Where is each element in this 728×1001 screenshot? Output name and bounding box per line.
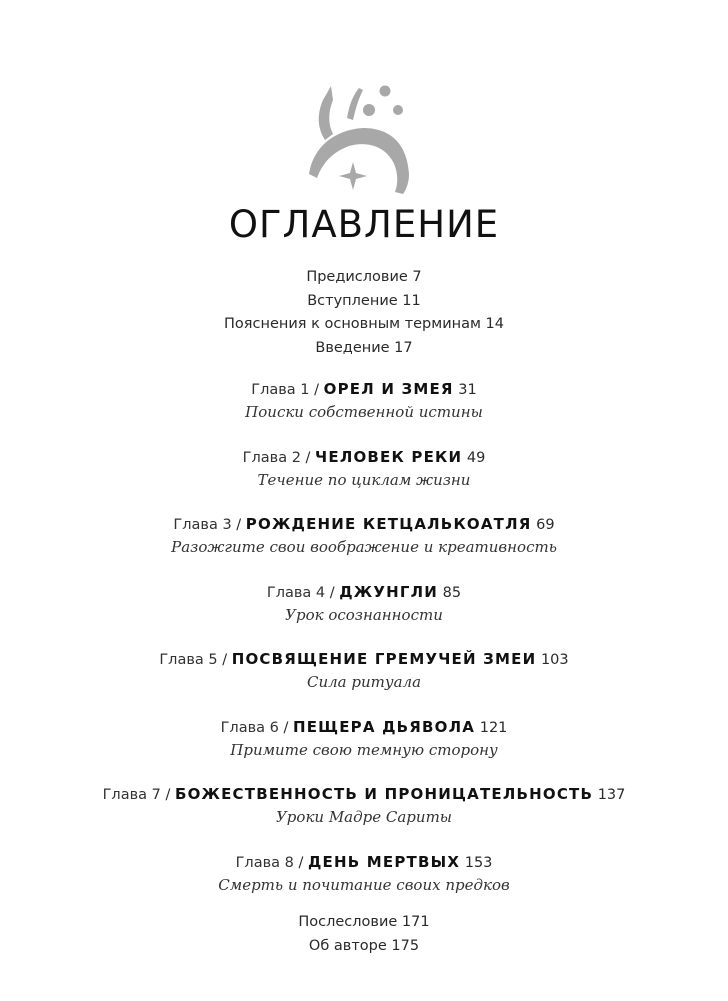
toc-entry[interactable] <box>0 313 728 337</box>
separator: / <box>283 719 289 736</box>
entry-title: Введение <box>315 339 390 356</box>
separator: / <box>329 584 335 601</box>
separator: / <box>305 449 311 466</box>
chapter-title: ЧЕЛОВЕК РЕКИ <box>315 447 463 466</box>
page-number: 121 <box>479 719 508 736</box>
entry-title: Предисловие <box>306 269 408 285</box>
chapter-title: РОЖДЕНИЕ КЕТЦАЛЬКОАТЛЯ <box>245 515 532 533</box>
toc-entry[interactable] <box>0 266 728 290</box>
entry-title: Пояснения к основным терминам <box>224 316 481 332</box>
page-number: 11 <box>402 292 421 309</box>
entry-title: Об авторе <box>308 938 387 954</box>
separator: / <box>165 787 171 803</box>
page-number: 85 <box>442 584 462 601</box>
page-number: 49 <box>466 449 486 466</box>
entry-title: Послесловие <box>298 914 398 930</box>
back-matter-list <box>0 910 728 958</box>
chapter-entry[interactable] <box>0 716 728 784</box>
chapter-subtitle: Урок осознанности <box>285 605 443 624</box>
chapter-label: Глава 4 <box>266 584 326 601</box>
chapter-entry[interactable] <box>0 581 728 649</box>
page-number: 14 <box>485 316 504 332</box>
chapter-title: ПЕЩЕРА ДЬЯВОЛА <box>292 717 476 736</box>
separator: / <box>314 382 320 398</box>
chapter-subtitle: Разожгите свои воображение и креативность <box>171 538 557 556</box>
separator: / <box>236 517 242 533</box>
chapter-label: Глава 6 <box>220 719 279 736</box>
chapter-label: Глава 2 <box>242 449 301 466</box>
page-number: 103 <box>540 652 569 668</box>
chapter-subtitle: Уроки Мадре Сариты <box>275 808 453 826</box>
toc-entry[interactable] <box>0 910 728 934</box>
chapter-subtitle: Примите свою темную сторону <box>230 740 498 759</box>
toc-entry[interactable] <box>0 934 728 958</box>
chapter-label: Глава 7 <box>102 787 161 803</box>
separator: / <box>222 652 228 668</box>
page-number: 153 <box>464 854 493 871</box>
toc-entry[interactable] <box>0 337 728 361</box>
page-number: 175 <box>391 938 420 954</box>
chapter-subtitle: Течение по циклам жизни <box>257 470 471 489</box>
page-number: 7 <box>412 269 422 285</box>
chapter-title: ОРЕЛ И ЗМЕЯ <box>323 380 454 398</box>
page-number: 31 <box>458 382 477 398</box>
chapter-subtitle: Поиски собственной истины <box>245 403 483 421</box>
decorative-ornament-icon <box>303 78 423 198</box>
chapter-label: Глава 1 <box>251 382 310 398</box>
chapter-label: Глава 8 <box>235 854 294 871</box>
entry-title: Вступление <box>307 292 398 309</box>
chapter-entry[interactable] <box>0 513 728 581</box>
chapter-entry[interactable] <box>0 378 728 446</box>
chapter-list <box>0 378 728 918</box>
page-number: 69 <box>536 517 555 533</box>
toc-entry[interactable] <box>0 290 728 314</box>
chapter-title: ПОСВЯЩЕНИЕ ГРЕМУЧЕЙ ЗМЕИ <box>231 650 537 668</box>
chapter-label: Глава 3 <box>173 517 232 533</box>
chapter-entry[interactable] <box>0 851 728 919</box>
front-matter-list <box>0 266 728 360</box>
chapter-title: БОЖЕСТВЕННОСТЬ И ПРОНИЦАТЕЛЬНОСТЬ <box>174 785 594 803</box>
page-number: 17 <box>394 339 413 356</box>
page-number: 171 <box>401 914 430 930</box>
chapter-title: ДЖУНГЛИ <box>339 582 439 601</box>
page-number: 137 <box>597 787 626 803</box>
chapter-subtitle: Смерть и почитание своих предков <box>218 875 510 894</box>
page-title: ОГЛАВЛЕНИЕ <box>228 203 500 246</box>
chapter-entry[interactable] <box>0 446 728 514</box>
chapter-entry[interactable] <box>0 648 728 716</box>
chapter-label: Глава 5 <box>159 652 218 668</box>
chapter-title: ДЕНЬ МЕРТВЫХ <box>307 852 461 871</box>
separator: / <box>298 854 304 871</box>
chapter-subtitle: Сила ритуала <box>306 673 422 691</box>
chapter-entry[interactable] <box>0 783 728 851</box>
